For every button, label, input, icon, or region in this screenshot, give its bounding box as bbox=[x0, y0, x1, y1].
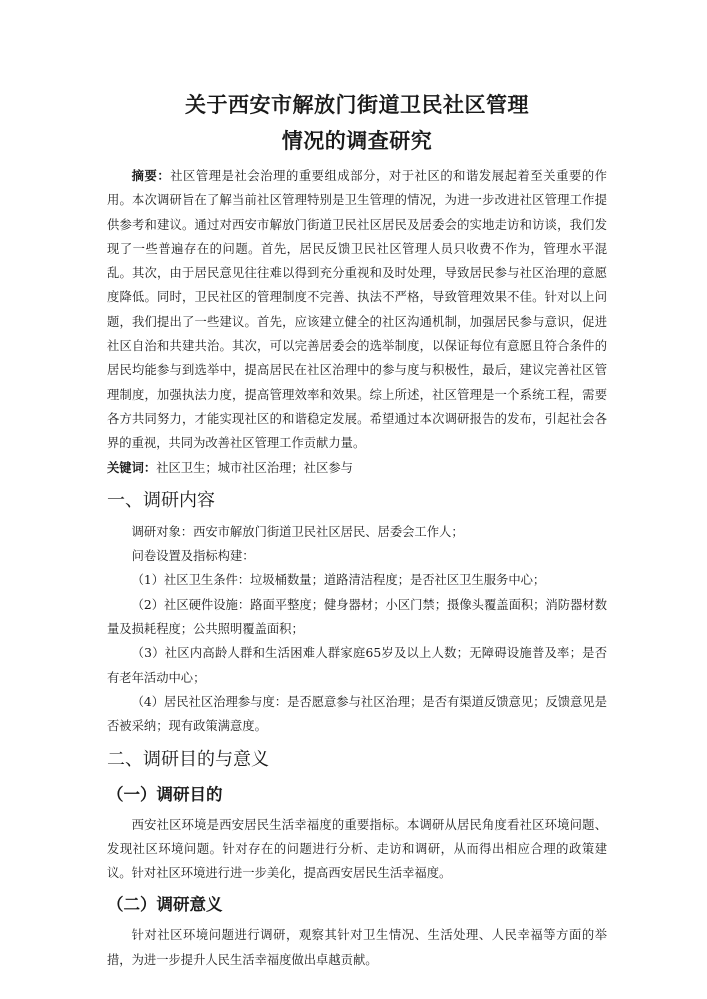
abstract-text: 社区管理是社会治理的重要组成部分，对于社区的和谐发展起着至关重要的作用。本次调研旨在了解当前社区管理特别是卫生管理的情况，为进一步改进社区管理工作提供参考和建议。通过对西安市解放门街道卫民社区居民及居委会的实地走访和访谈，我们发现了一些普遍存在的问题。首先，居民反馈卫民社区管理人员只收费不作为，管理水平混乱。其次，由于居民意见往往难以得到充分重视和及时处理，导致居民参与社区治理的意愿度降低。同时，卫民社区的管理制度不完善、执法不严格，导致管理效果不佳。针对以上问题，我们提出了一些建议。首先，应该建立健全的社区沟通机制，加强居民参与意识，促进社区自治和共建共治。其次，可以完善居委会的选举制度，以保证每位有意愿且符合条件的居民均能参与到选举中，提高居民在社区治理中的参与度与积极性，最后，建议完善社区管理制度，加强执法力度，提高管理效率和效果。综上所述，社区管理是一个系统工程，需要各方共同努力，才能实现社区的和谐稳定发展。希望通过本次调研报告的发布，引起社会各界的重视，共同为改善社区管理工作贡献力量。 bbox=[107, 169, 607, 451]
keywords-text: 社区卫生；城市社区治理；社区参与 bbox=[156, 460, 353, 475]
section1-paragraph: （3）社区内高龄人群和生活困难人群家庭65岁及以上人数；无障碍设施普及率；是否有老年活动中心； bbox=[107, 646, 607, 685]
section1-heading: 一、调研内容 bbox=[107, 489, 215, 511]
abstract-label: 摘要： bbox=[131, 169, 171, 183]
document-title-line1: 关于西安市解放门街道卫民社区管理 bbox=[185, 93, 529, 117]
keywords-paragraph bbox=[107, 456, 607, 480]
section2-sub1-paragraph: 西安社区环境是西安居民生活幸福度的重要指标。本调研从居民角度看社区环境问题、发现社区环境问题。针对存在的问题进行分析、走访和调研，从而得出相应合理的政策建议。针对社区环境进行进一步美化，提高西安居民生活幸福度。 bbox=[107, 817, 607, 881]
section2-sub1-heading: （一）调研目的 bbox=[107, 784, 223, 804]
section2-heading: 二、调研目的与意义 bbox=[107, 748, 269, 770]
section1-paragraph: （2）社区硬件设施：路面平整度；健身器材；小区门禁；摄像头覆盖面积；消防器材数量及损耗程度；公共照明覆盖面积； bbox=[107, 597, 607, 637]
section1-paragraph: （4）居民社区治理参与度：是否愿意参与社区治理；是否有渠道反馈意见；反馈意见是否被采纳；现有政策满意度。 bbox=[107, 694, 607, 734]
section2-sub2-heading: （二）调研意义 bbox=[107, 895, 223, 915]
section1-paragraph: 问卷设置及指标构建： bbox=[131, 549, 255, 564]
keywords-label: 关键词： bbox=[107, 460, 157, 475]
section1-paragraph: （1）社区卫生条件：垃圾桶数量；道路清洁程度；是否社区卫生服务中心； bbox=[131, 573, 546, 588]
section1-paragraph: 调研对象：西安市解放门街道卫民社区居民、居委会工作人； bbox=[131, 524, 464, 539]
abstract-paragraph bbox=[107, 164, 607, 456]
document-title-line2: 情况的调查研究 bbox=[281, 129, 433, 153]
section2-sub2-paragraph: 针对社区环境问题进行调研，观察其针对卫生情况、生活处理、人民幸福等方面的举措，为进一步提升人民生活幸福度做出卓越贡献。 bbox=[107, 928, 607, 967]
